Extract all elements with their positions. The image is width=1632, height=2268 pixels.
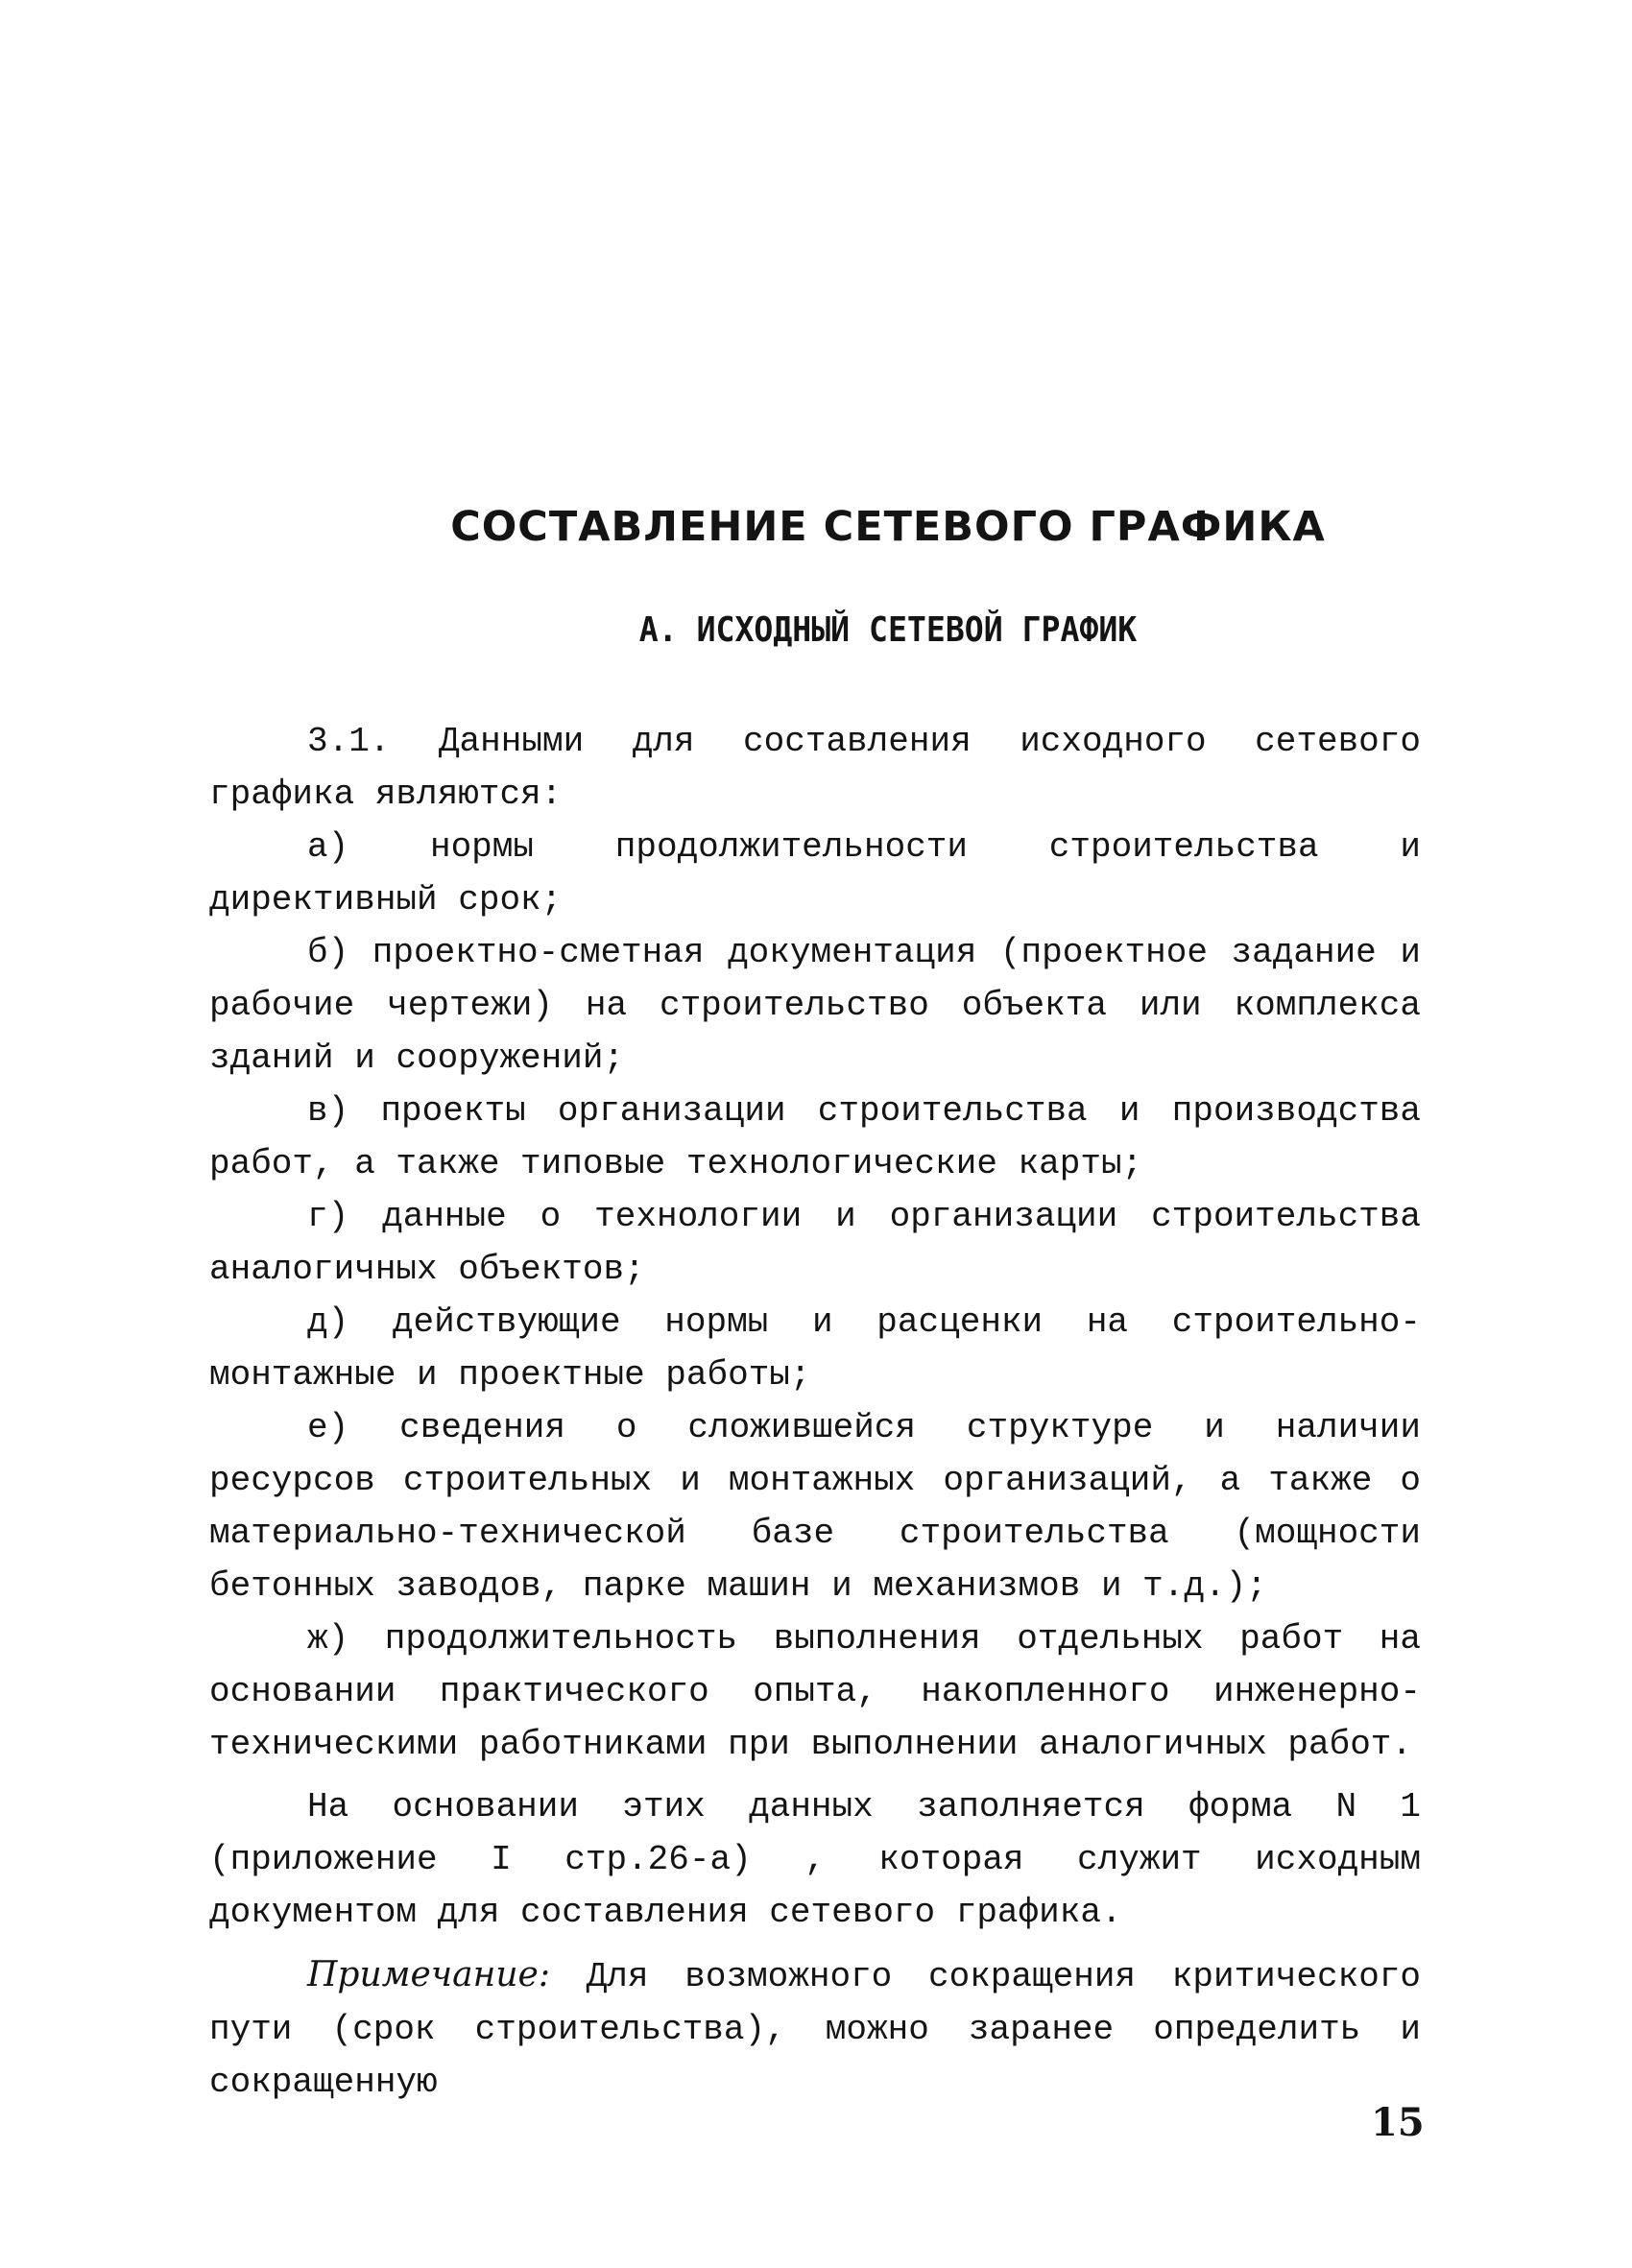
note-text: Для возможного сокращения критического пути (срок строительства), можно заранее определить и сокращенную	[209, 1957, 1421, 2102]
document-body	[209, 715, 1421, 2109]
section-subtitle: А. ИСХОДНЫЙ СЕТЕВОЙ ГРАФИК	[638, 610, 1138, 650]
paragraph-3-1: 3.1. Данными для составления исходного сетевого графика являются:	[209, 722, 1421, 814]
list-item-a: а) нормы продолжительности строительства и директивный срок;	[209, 827, 1421, 919]
document-title: СОСТАВЛЕНИЕ СЕТЕВОГО ГРАФИКА	[450, 503, 1326, 551]
list-item-d: д) действующие нормы и расценки на строительно-монтажные и проектные работы;	[209, 1302, 1421, 1395]
list-item-e: е) сведения о сложившейся структуре и наличии ресурсов строительных и монтажных организаций, а также о материально-технической базе строительства (мощности бетонных заводов, парке машин и механизмов и т.д.);	[209, 1408, 1421, 1606]
paragraph-basis: На основании этих данных заполняется форма N 1 (приложение I стр.26-а) , которая служит исходным документом для составления сетевого графика.	[209, 1787, 1421, 1932]
page-number: 15	[1371, 2100, 1425, 2145]
list-item-g: г) данные о технологии и организации строительства аналогичных объектов;	[209, 1197, 1421, 1289]
note-label: Примечание:	[307, 1955, 550, 1994]
note-paragraph	[209, 1948, 1421, 2109]
list-item-v: в) проекты организации строительства и производства работ, а также типовые технологические карты;	[209, 1091, 1421, 1183]
list-item-zh: ж) продолжительность выполнения отдельных работ на основании практического опыта, накопленного инженерно-техническими работниками при выполнении аналогичных работ.	[209, 1619, 1421, 1764]
list-item-b: б) проектно-сметная документация (проектное задание и рабочие чертежи) на строительство объекта или комплекса зданий и сооружений;	[209, 933, 1421, 1078]
